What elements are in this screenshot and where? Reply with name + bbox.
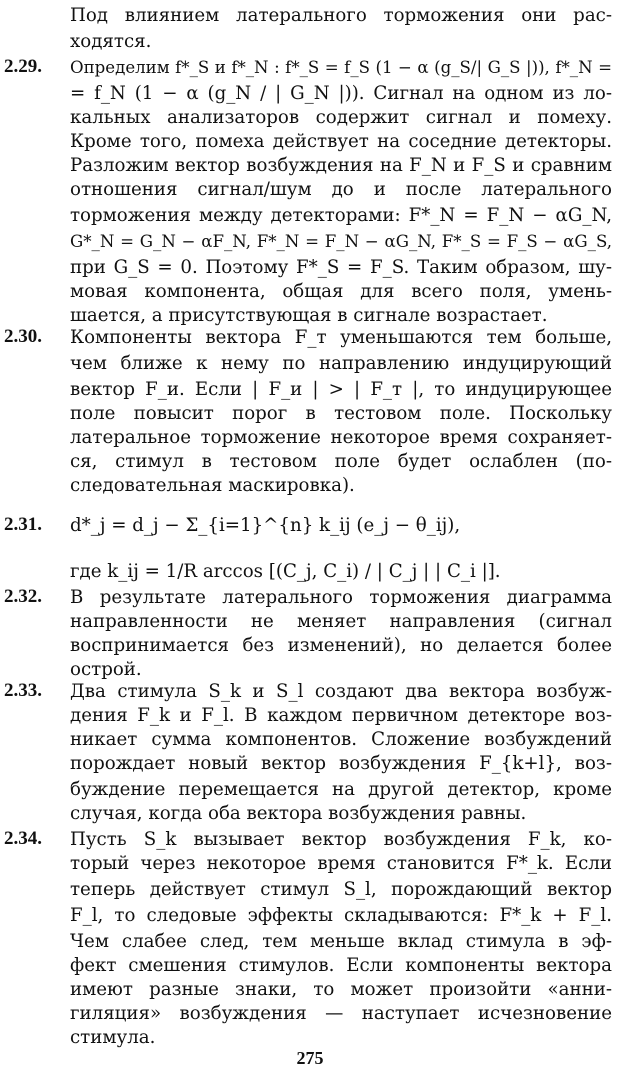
text-line: случая, когда оба вектора возбуждения равны. xyxy=(70,803,527,824)
page-number: 275 xyxy=(296,1048,324,1068)
text-line: никает сумма компонентов. Сложение возбуждений xyxy=(70,729,612,750)
text-line: при G_S = 0. Поэтому F*_S = F_S. Таким образом, шу- xyxy=(70,257,612,278)
text-line: Два стимула S_k и S_l создают два вектора возбуж- xyxy=(70,681,612,702)
text-line: фект смешения стимулов. Если компоненты вектора xyxy=(70,955,612,976)
text-line: В результате латерального торможения диаграмма xyxy=(70,587,612,608)
text-line: вектор F_и. Если | F_и | > | F_т |, то индуцирующее xyxy=(70,379,612,400)
text-line: чем ближе к нему по направлению индуцирующий xyxy=(70,353,612,374)
entry-number: 2.32. xyxy=(4,586,42,607)
text-line: = f_N (1 − α (g_N / | G_N |)). Сигнал на одном из ло- xyxy=(70,83,612,104)
text-line: отношения сигнал/шум до и после латерального xyxy=(70,179,612,200)
text-line: гиляция» возбуждения — наступает исчезновение xyxy=(70,1003,612,1024)
text-line: Определим f*_S и f*_N : f*_S = f_S (1 − α (g_S/| G_S |)), f*_N = xyxy=(70,58,612,77)
text-line: F_l, то следовые эффекты складываются: F*_k + F_l. xyxy=(70,905,612,926)
text-line: поле повысит порог в тестовом поле. Поскольку xyxy=(70,403,612,424)
formula-line: d*_j = d_j − Σ_{i=1}^{n} k_ij (e_j − θ_ij), xyxy=(70,515,461,536)
text-line: латеральное торможение некоторое время сохраняет- xyxy=(70,427,612,448)
entry-number: 2.34. xyxy=(4,828,42,849)
entry-number: 2.33. xyxy=(4,680,42,701)
text-line: торый через некоторое время становится F*_k. Если xyxy=(70,853,612,874)
text-line: воспринимается без изменений), но делается более xyxy=(70,635,612,656)
text-line: Пусть S_k вызывает вектор возбуждения F_k, ко- xyxy=(70,829,612,850)
text-line: порождает новый вектор возбуждения F_{k+l}, воз- xyxy=(70,753,612,774)
text-line: Компоненты вектора F_т уменьшаются тем больше, xyxy=(70,327,612,348)
text-line: ходятся. xyxy=(70,31,152,52)
text-line: Кроме того, помеха действует на соседние детекторы. xyxy=(70,131,612,152)
text-line: теперь действует стимул S_l, порождающий вектор xyxy=(70,879,612,900)
text-line: торможения между детекторами: F*_N = F_N − αG_N, xyxy=(70,205,612,226)
text-line: буждение перемещается на другой детектор, кроме xyxy=(70,779,612,800)
text-line: Под влиянием латерального торможения они рас- xyxy=(70,5,612,26)
text-line: мовая компонента, общая для всего поля, умень- xyxy=(70,281,612,302)
entry-number: 2.29. xyxy=(4,56,42,77)
entry-number: 2.30. xyxy=(4,326,42,347)
text-line: стимула. xyxy=(70,1027,156,1048)
text-line: кальных анализаторов содержит сигнал и помеху. xyxy=(70,107,612,128)
text-line: острой. xyxy=(70,659,142,680)
text-line: направленности не меняет направления (сигнал xyxy=(70,611,612,632)
text-line: следовательная маскировка). xyxy=(70,475,355,496)
text-line: Разложим вектор возбуждения на F_N и F_S и сравним xyxy=(70,155,612,176)
text-line: шается, а присутствующая в сигнале возрастает. xyxy=(70,305,548,326)
text-line: Чем слабее след, тем меньше вклад стимула в эф- xyxy=(70,931,612,952)
formula-line: где k_ij = 1/R arccos [(C_j, C_i) / | C_j | | C_i |]. xyxy=(70,561,501,582)
text-line: дения F_k и F_l. В каждом первичном детекторе воз- xyxy=(70,705,612,726)
text-line: имеют разные знаки, то может произойти «анни- xyxy=(70,979,612,1000)
entry-number: 2.31. xyxy=(4,514,42,535)
text-line: ся, стимул в тестовом поле будет ослаблен (по- xyxy=(70,451,612,472)
text-line: G*_N = G_N − αF_N, F*_N = F_N − αG_N, F*_S = F_S − αG_S, xyxy=(70,232,612,251)
